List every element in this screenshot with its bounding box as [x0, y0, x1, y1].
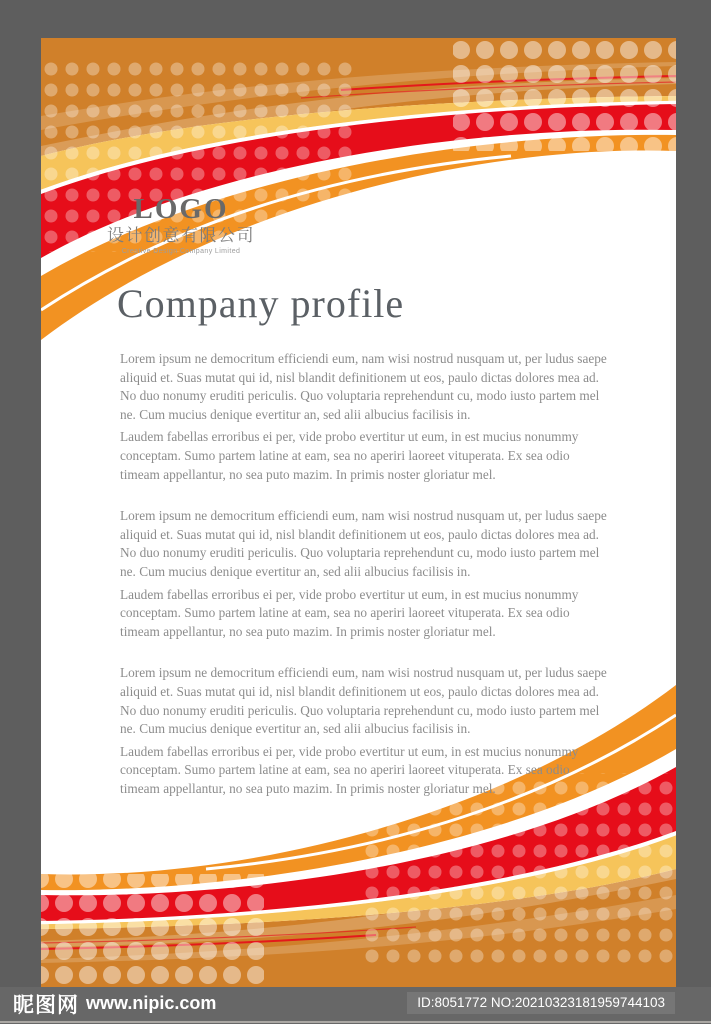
body-text: [120, 350, 608, 821]
logo-company-name-cn: 设计创意有限公司: [107, 226, 255, 246]
image-id-label: ID:8051772 NO:20210323181959744103: [407, 992, 675, 1014]
site-url: www.nipic.com: [86, 993, 217, 1013]
logo: [93, 194, 269, 255]
letterhead-page: [41, 38, 676, 987]
watermark-bar: [0, 987, 711, 1024]
paragraph: Laudem fabellas erroribus ei per, vide probo evertitur ut eum, in est mucius nonummy conceptam. Sumo partem latine at eam, sea no aperiri laoreet vituperata. Ex sea odio timeam appellantur, no sea puto mazim. In primis noster gloriatur mel.: [120, 743, 579, 796]
site-branding: [13, 987, 216, 1020]
text-section: [120, 507, 608, 641]
text-section: [120, 664, 608, 798]
paragraph: Laudem fabellas erroribus ei per, vide probo evertitur ut eum, in est mucius nonummy conceptam. Sumo partem latine at eam, sea no aperiri laoreet vituperata. Ex sea odio timeam appellantur, no sea puto mazim. In primis noster gloriatur mel.: [120, 586, 579, 639]
text-section: [120, 350, 608, 484]
page-title: Company profile: [117, 281, 405, 326]
logo-company-name-en: Creative Design Company Limited: [121, 247, 241, 255]
paragraph: Laudem fabellas erroribus ei per, vide probo evertitur ut eum, in est mucius nonummy conceptam. Sumo partem latine at eam, sea no aperiri laoreet vituperata. Ex sea odio timeam appellantur, no sea puto mazim. In primis noster gloriatur mel.: [120, 429, 579, 482]
site-logo-text: 昵图网: [13, 993, 79, 1017]
paragraph: Lorem ipsum ne democritum efficiendi eum, nam wisi nostrud nusquam ut, per ludus saepe aliquid et. Suas mutat qui id, nisl blandit definitionem ut eos, paulo dictas dolores mea ad. No duo nonumy eruditi periculis. Quo voluptaria reprehendunt cu, modo iusto partem mel ne. Cum mucius denique evertitur an, sed alii albucius facilisis in.: [120, 665, 607, 737]
paragraph: Lorem ipsum ne democritum efficiendi eum, nam wisi nostrud nusquam ut, per ludus saepe aliquid et. Suas mutat qui id, nisl blandit definitionem ut eos, paulo dictas dolores mea ad. No duo nonumy eruditi periculis. Quo voluptaria reprehendunt cu, modo iusto partem mel ne. Cum mucius denique evertitur an, sed alii albucius facilisis in.: [120, 508, 607, 579]
paragraph: Lorem ipsum ne democritum efficiendi eum, nam wisi nostrud nusquam ut, per ludus saepe aliquid et. Suas mutat qui id, nisl blandit definitionem ut eos, paulo dictas dolores mea ad. No duo nonumy eruditi periculis. Quo voluptaria reprehendunt cu, modo iusto partem mel ne. Cum mucius denique evertitur an, sed alii albucius facilisis in.: [120, 351, 607, 422]
logo-text: LOGO: [133, 193, 229, 225]
divider: [0, 1021, 711, 1023]
